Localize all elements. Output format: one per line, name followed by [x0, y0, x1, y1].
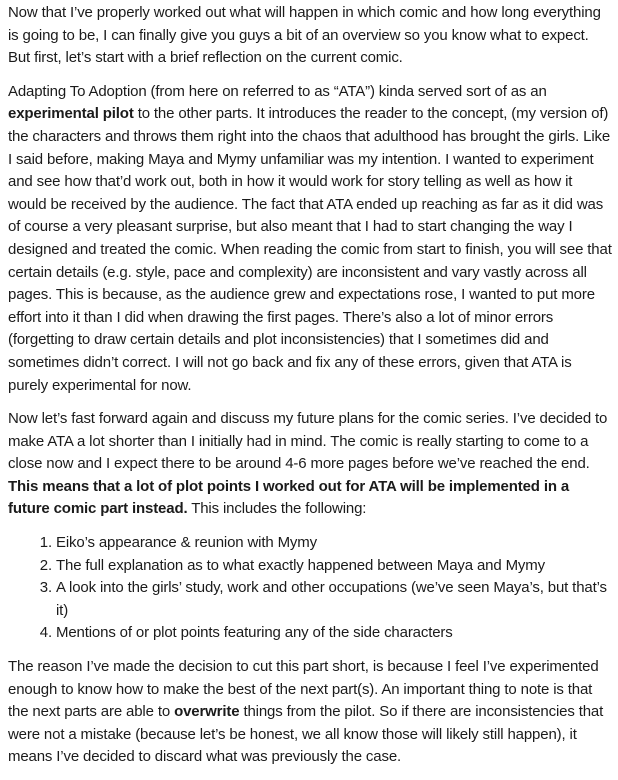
- paragraph-overview: Now that I’ve properly worked out what will happen in which comic and how long everything is going to be, I can finally give you guys a bit of an overview so you know what to expect. But first, let’s start with a brief reflection on the current comic.: [8, 4, 601, 67]
- list-item: 4. Mentions of or plot points featuring any of the side characters: [56, 622, 612, 645]
- text-span: This includes the following:: [187, 500, 367, 518]
- list-item: 3. A look into the girls’ study, work and other occupations (we’ve seen Maya’s, but that’s it): [56, 577, 612, 622]
- plot-points-list: [8, 532, 612, 645]
- bold-text: This means that a lot of plot points I worked out for ATA will be implemented in a future comic part instead.: [8, 477, 570, 518]
- text-span: to the other parts. It introduces the reader to the concept, (my version of) the characters and throws them right into the chaos that adulthood has brought the girls. Like I said before, making Maya and Mymy unfamiliar was my intention. I wanted to experiment and see how that’d work out, both in how it would work for story telling as well as how it would be received by the audience. The fact that ATA ended up reaching as far as it did was of course a very pleasant surprise, but also meant that I had to start changing the way I designed and treated the comic. When reading the comic from start to finish, you will see that certain details (e.g. style, pace and complexity) are inconsistent and vary vastly across all pages. This is because, as the audience grew and expectations rose, I wanted to put more effort into it than I did when drawing the first pages. There’s also a lot of minor errors (forgetting to draw certain details and plot inconsistencies) that I sometimes did and sometimes didn’t correct. I will not go back and fix any of these errors, given that ATA is purely experimental for now.: [8, 105, 612, 394]
- text-span: Adapting To Adoption (from here on referred to as “ATA”) kinda served sort of as an: [8, 82, 547, 100]
- paragraph-decision: [8, 656, 612, 769]
- document-body: [8, 2, 612, 780]
- bold-text: experimental pilot: [8, 105, 134, 123]
- text-span: things from the pilot. So if there are inconsistencies that were not a mistake (because let’s be honest, we all know those will likely still happen), it means I’ve decided to discard what was previously the case.: [8, 703, 604, 766]
- text-span: Now let’s fast forward again and discuss my future plans for the comic series. I’ve decided to make ATA a lot shorter than I initially had in mind. The comic is really starting to come to a close now and I expect there to be around 4-6 more pages before we’ve reached the end.: [8, 410, 608, 473]
- bold-text: overwrite: [174, 703, 240, 721]
- text-span: The reason I’ve made the decision to cut this part short, is because I feel I’ve experimented enough to know how to make the best of the next part(s). An important thing to note is that the next parts are able to: [8, 658, 599, 721]
- list-item: 1. Eiko’s appearance & reunion with Mymy: [56, 532, 612, 555]
- paragraph-future-plans: [8, 408, 612, 521]
- paragraph-ata-reflection: [8, 81, 612, 397]
- list-item: 2. The full explanation as to what exactly happened between Maya and Mymy: [56, 555, 612, 578]
